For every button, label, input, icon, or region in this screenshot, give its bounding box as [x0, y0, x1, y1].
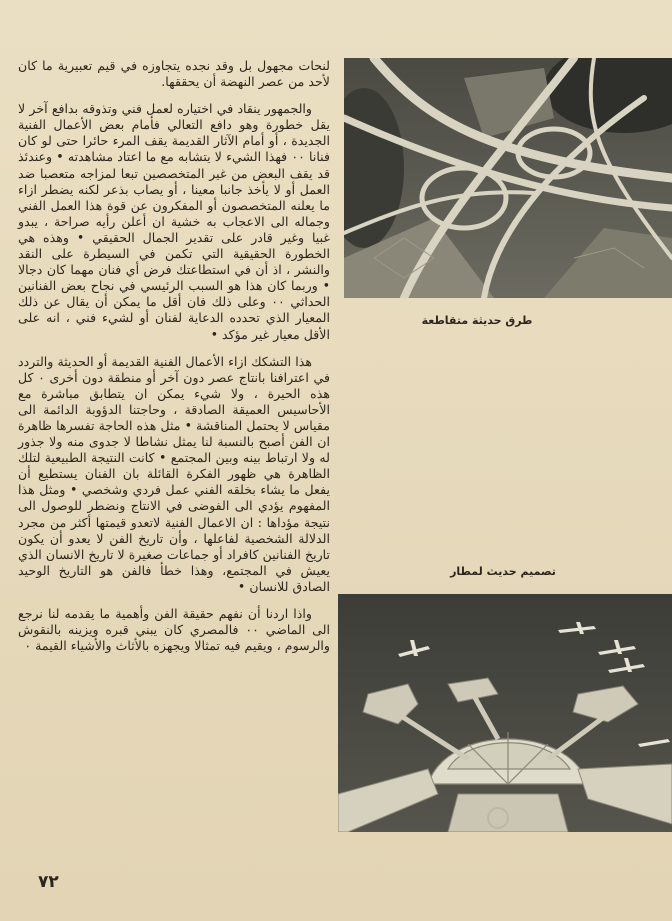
- highway-interchange-photo: [344, 58, 672, 298]
- article-paragraph-3: هذا التشكك ازاء الأعمال الفنية القديمة أو الحديثة والتردد في اعترافنا بانتاج عصر دون آخر أو منطقة دون أخرى ٠ كل هذه الحيرة ، ولا شيء يمكن ان يتطابق مباشرة مع الأحاسيس العميقة الصادقة ، وحاجتنا الدؤوبة الدائمة الى مقياس لا يحتمل المناقشة • مثل هذه الحاجة تفسرها ظاهرة ان الفن أصبح بالنسبة لنا يمثل نشاطا لا جدوى منه ولا جذور له ولا ارتباط بينه وبين المجتمع • كانت النتيجة الطبيعية لتلك الظاهرة هي ظهور الفكرة القائلة بان الفنان يستطيع أن يفعل ما يشاء بخلقه الفني عمل فردي وشخصي • ومثل هذا المفهوم يؤدي الى الفوضى في الانتاج ونضطر للوصول الى نتيجة مؤداها : ان الاعمال الفنية لاتعدو قيمتها أكثر من مجرد الدلالة الشخصية لفاعلها ، وأن تاريخ الفن لا يعدو أن يكون تاريخ الفنانين كافراد أو جماعات صغيرة لا تاريخ الانسان الذي يعيش في المجتمع، وهذا خطأ فالفن هو التاريخ الوحيد الصادق للانسان •: [18, 353, 330, 594]
- airport-model-photo: [338, 594, 672, 832]
- article-paragraph-1: لنحات مجهول بل وقد نجده يتجاوزه في قيم تعبيرية ما كان لأحد من عصر النهضة أن يحققها.: [18, 58, 330, 90]
- page-number: ٧٢: [38, 872, 59, 892]
- road-photo-caption: طرق حديثة متقاطعة: [421, 314, 533, 327]
- article-paragraph-4: واذا اردنا أن نفهم حقيقة الفن وأهمية ما يقدمه لنا نرجع الى الماضي ٠٠ فالمصري كان يبني قبره ويزينه بالنقوش والرسوم ، ويقيم فيه تمثالا ويجهزه بالأثاث والأشياء القيمة ٠: [18, 606, 330, 654]
- article-paragraph-2: والجمهور ينقاد في اختياره لعمل فني وتذوقه بدافع آخر لا يقل خطورة وهو دافع التعالي فأمام بعض الأعمال الفنية الجديدة ، أو أمام الآثار القديمة يقف المرء حائرا حتى لو كان فنانا ٠٠ فهذا الشيء لا يتشابه مع ما اعتاد مشاهدته • وعندئذ قد يقف البعض من غير المتخصصين تبعا لمزاجه متعصبا ضد العمل أو لا يأخذ جانبا معينا ، أو يصاب بذعر لكنه يضطر ازاء ما يعلنه المتخصصون أو المفكرون عن قوة هذا العمل الفني وجماله الى الاعجاب به خشية ان أعلن رأيه صراحة ، يبدو غبيا وغير قادر على تقدير الجمال الحقيقي • وهذه هي الخطورة الحقيقية التي تكمن في السيطرة على النقد والنشر ، اذ أن في استطاعتك فرض أي فنان مهما كان دجالا • وربما كان هذا هو السبب الرئيسي في نجاح بعض الفنانين الحداثي ٠٠ وعلى ذلك فان أقل ما يمكن أن يقال عن ذلك المعيار الذي تحدده الدعاية لفنان أو لشيء فني ، انه على الأقل معيار غير مؤكد •: [18, 101, 330, 342]
- airport-photo-caption: تصميم حديث لمطار: [450, 565, 556, 578]
- article-text-column: [18, 58, 330, 878]
